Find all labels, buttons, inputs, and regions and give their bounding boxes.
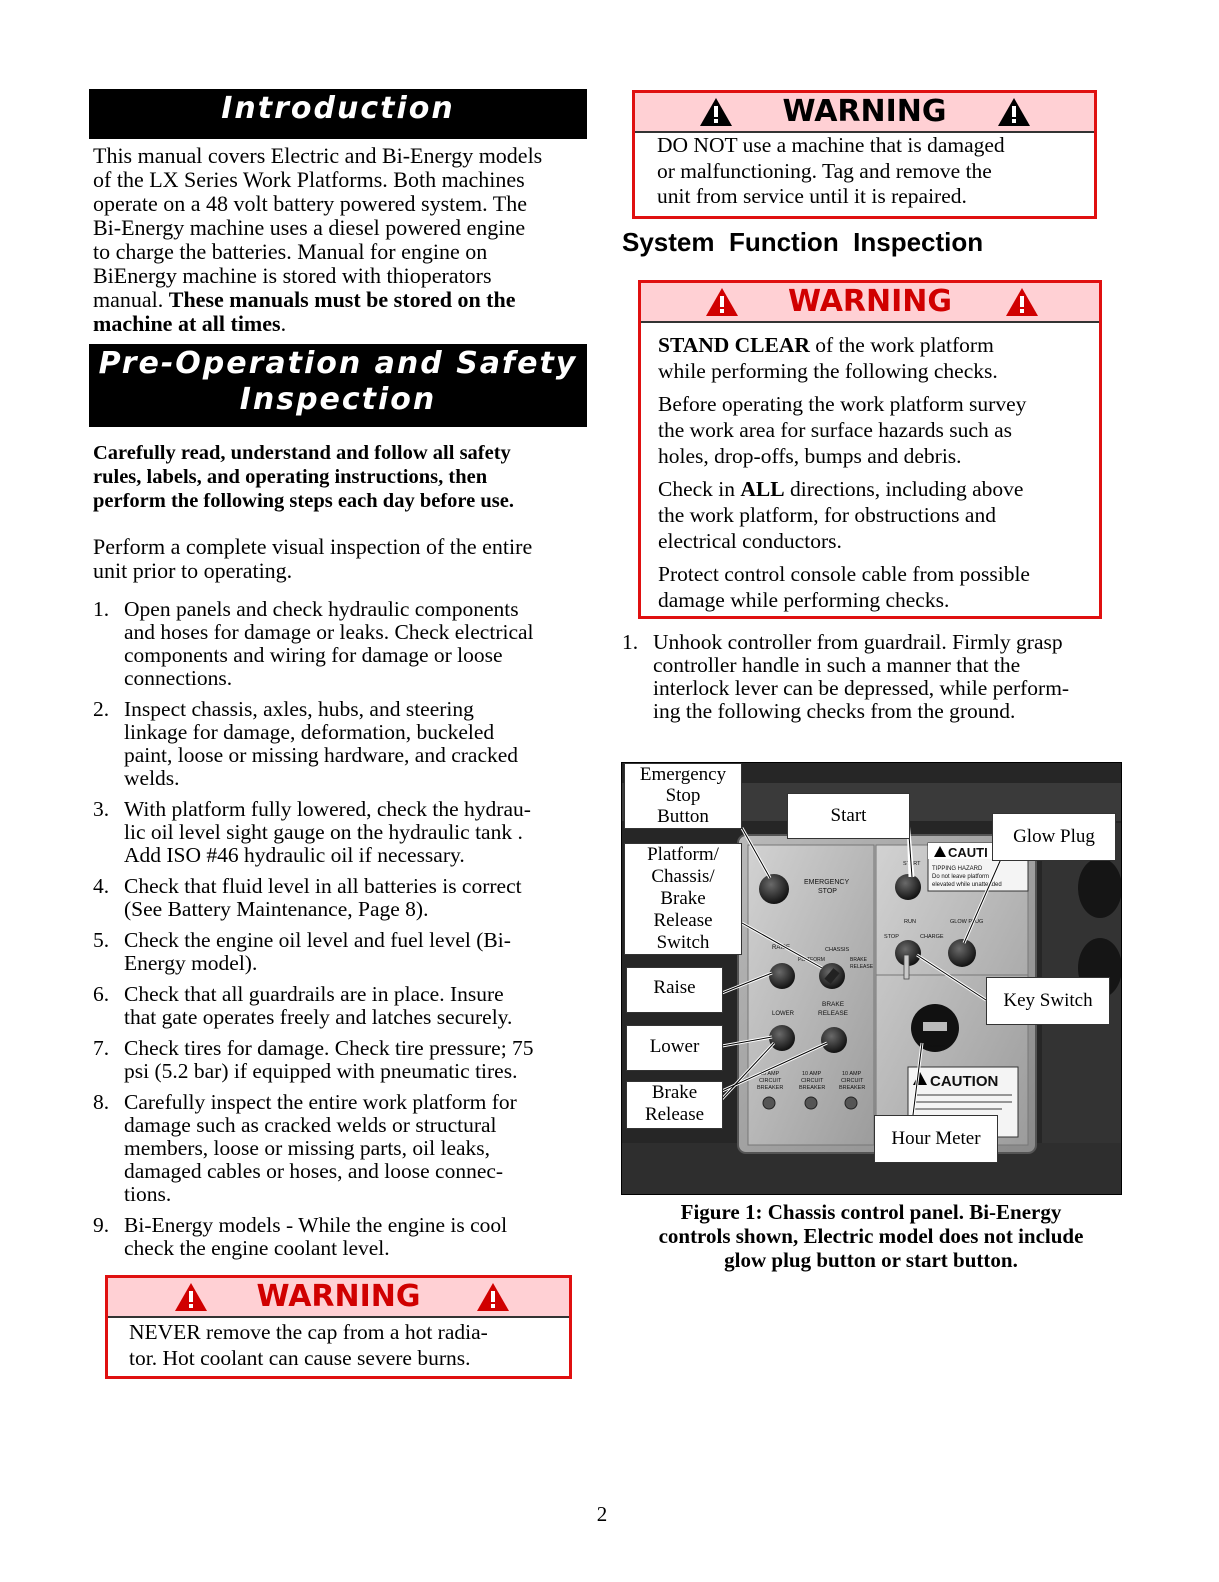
svg-text:10 AMP: 10 AMP bbox=[760, 1071, 780, 1077]
svg-text:CAUTION: CAUTION bbox=[930, 1073, 999, 1090]
svg-text:CHASSIS: CHASSIS bbox=[825, 947, 850, 953]
radiator-warning-text: NEVER remove the cap from a hot radia- tor. Hot coolant can cause severe burns. bbox=[129, 1320, 488, 1370]
stand-clear-warning-box bbox=[638, 280, 1102, 619]
list-item: 6. Check that all guardrails are in place. Insure that gate operates freely and latches securely. bbox=[93, 982, 513, 1029]
preop-heading: Pre-Operation and Safety Inspection bbox=[89, 344, 587, 427]
warning-triangle-icon bbox=[997, 97, 1031, 127]
inspection-steps bbox=[93, 598, 593, 1268]
svg-text:GLOW PLUG: GLOW PLUG bbox=[950, 919, 984, 925]
svg-text:BRAKE: BRAKE bbox=[822, 1001, 845, 1008]
svg-text:RUN: RUN bbox=[904, 919, 916, 925]
warning-triangle-icon bbox=[1005, 287, 1039, 317]
damaged-machine-warning-text: DO NOT use a machine that is damaged or malfunctioning. Tag and remove the unit from service until it is repaired. bbox=[657, 133, 1005, 208]
svg-text:RELEASE: RELEASE bbox=[818, 1010, 848, 1017]
svg-text:LOWER: LOWER bbox=[772, 1011, 795, 1017]
svg-text:BREAKER: BREAKER bbox=[839, 1085, 866, 1091]
list-item: 7. Check tires for damage. Check tire pressure; 75 psi (5.2 bar) if equipped with pneumatic tires. bbox=[93, 1036, 534, 1083]
svg-text:TIPPING HAZARD: TIPPING HAZARD bbox=[932, 866, 983, 872]
list-item: 1. Open panels and check hydraulic components and hoses for damage or leaks. Check electrical components and wiring for damage or loose connections. bbox=[93, 597, 534, 690]
svg-text:BREAKER: BREAKER bbox=[799, 1085, 826, 1091]
svg-text:CIRCUIT: CIRCUIT bbox=[801, 1078, 824, 1084]
svg-text:CIRCUIT: CIRCUIT bbox=[759, 1078, 782, 1084]
system-step-1: 1. Unhook controller from guardrail. Firmly grasp controller handle in such a manner that the interlock lever can be depressed, while perform- ing the following checks from the ground. bbox=[622, 630, 1070, 723]
svg-text:CHARGE: CHARGE bbox=[920, 934, 944, 940]
svg-text:EMERGENCY: EMERGENCY bbox=[804, 879, 850, 886]
chassis-control-panel-figure bbox=[621, 762, 1122, 1195]
visual-inspection-text: Perform a complete visual inspection of the entire unit prior to operating. bbox=[93, 534, 533, 583]
page-number: 2 bbox=[596, 1502, 608, 1526]
callout-emergency-stop: Emergency Stop Button bbox=[624, 763, 742, 829]
system-function-heading: System Function Inspection bbox=[622, 227, 984, 257]
svg-text:CIRCUIT: CIRCUIT bbox=[841, 1078, 864, 1084]
svg-text:STOP: STOP bbox=[884, 934, 899, 940]
svg-text:Do not leave platform: Do not leave platform bbox=[932, 874, 990, 880]
callout-key-switch: Key Switch bbox=[986, 977, 1110, 1025]
warning-header: WARNING bbox=[635, 93, 1094, 133]
list-item: 9. Bi-Energy models - While the engine is cool check the engine coolant level. bbox=[93, 1213, 508, 1260]
list-item: 2. Inspect chassis, axles, hubs, and steering linkage for damage, deformation, buckeled paint, loose or missing hardware, and cracked welds. bbox=[93, 697, 519, 790]
svg-text:STOP: STOP bbox=[818, 888, 837, 895]
radiator-warning-box bbox=[105, 1275, 572, 1379]
svg-text:10 AMP: 10 AMP bbox=[842, 1071, 862, 1077]
list-item: 4. Check that fluid level in all batteries is correct (See Battery Maintenance, Page 8). bbox=[93, 874, 522, 921]
introduction-body: This manual covers Electric and Bi-Energy models of the LX Series Work Platforms. Both machines operate on a 48 volt battery powered system. The Bi-Energy machine uses a diesel powered engine to charge the batteries. Manual for engine on BiEnergy machine is stored with thioperators manual. These manuals must be stored on the machine at all times. bbox=[93, 143, 543, 336]
callout-platform-chassis-switch: Platform/ Chassis/ Brake Release Switch bbox=[624, 843, 742, 955]
stand-clear-warning-text: STAND CLEAR of the work platform while performing the following checks. Before operating the work platform survey the work area for surface hazards such as holes, drop-offs, bumps and debris. Check in ALL directions, including above the work platform, for obstructions and electrical conductors. Protect control console cable from possible damage while performing checks. bbox=[658, 333, 1030, 612]
svg-text:RAISE: RAISE bbox=[772, 945, 791, 951]
svg-text:elevated while unattended: elevated while unattended bbox=[932, 882, 1002, 888]
svg-text:CAUTI: CAUTI bbox=[948, 845, 988, 860]
list-item: 8. Carefully inspect the entire work platform for damage such as cracked welds or structural members, loose or missing parts, oil leaks, damaged cables or hoses, and loose connec- tions. bbox=[93, 1090, 517, 1206]
list-item: 3. With platform fully lowered, check the hydrau- lic oil level sight gauge on the hydraulic tank . Add ISO #46 hydraulic oil if necessary. bbox=[93, 797, 531, 867]
svg-text:hourmeter: hourmeter bbox=[927, 1043, 946, 1048]
callout-raise: Raise bbox=[626, 967, 723, 1013]
svg-text:10 AMP: 10 AMP bbox=[802, 1071, 822, 1077]
svg-text:PLATFORM: PLATFORM bbox=[798, 957, 825, 963]
warning-header: WARNING bbox=[641, 283, 1099, 323]
svg-text:START: START bbox=[903, 861, 921, 867]
introduction-heading: Introduction bbox=[89, 89, 587, 139]
callout-start: Start bbox=[787, 793, 910, 839]
callout-glow-plug: Glow Plug bbox=[992, 813, 1116, 861]
callout-hour-meter: Hour Meter bbox=[874, 1115, 998, 1163]
safety-instructions: Carefully read, understand and follow all safety rules, labels, and operating instructions, then perform the following steps each day before use. bbox=[93, 442, 514, 512]
svg-text:RELEASE: RELEASE bbox=[850, 964, 874, 970]
warning-triangle-icon bbox=[476, 1282, 510, 1312]
svg-text:BREAKER: BREAKER bbox=[757, 1085, 784, 1091]
callout-lower: Lower bbox=[626, 1025, 723, 1071]
damaged-machine-warning-box bbox=[632, 90, 1097, 219]
callout-brake-release: Brake Release bbox=[626, 1081, 723, 1129]
svg-text:BRAKE: BRAKE bbox=[850, 957, 867, 963]
list-item: 5. Check the engine oil level and fuel level (Bi- Energy model). bbox=[93, 928, 511, 975]
figure-caption: Figure 1: Chassis control panel. Bi-Energy controls shown, Electric model does not include glow plug button or start button. bbox=[658, 1200, 1084, 1272]
warning-header: WARNING bbox=[108, 1278, 569, 1318]
